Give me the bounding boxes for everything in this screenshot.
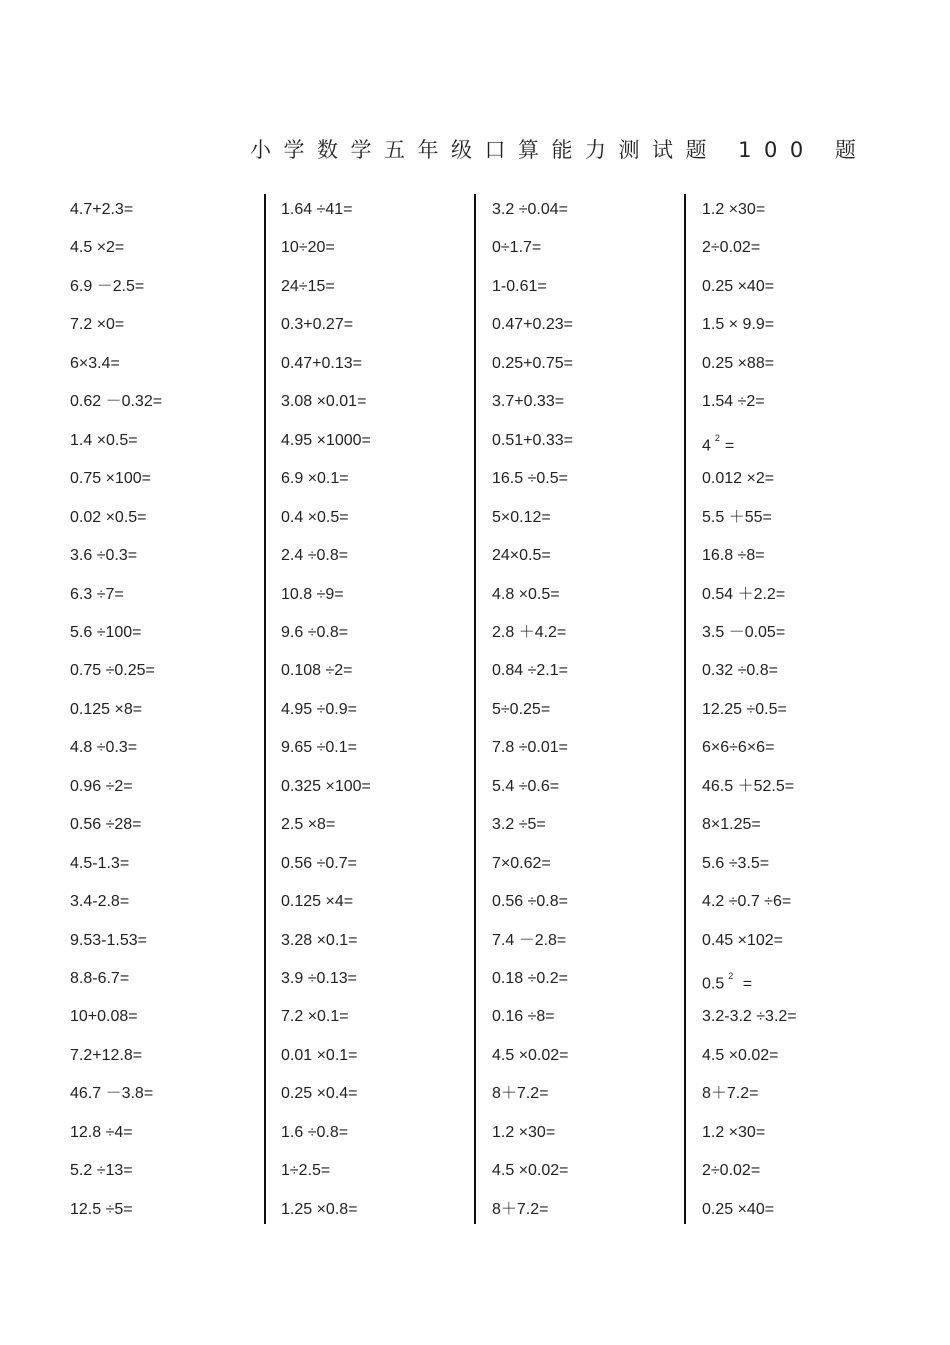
- problem-item: 46.5 ＋52.5=: [702, 777, 795, 795]
- problem-item: 1.5 × 9.9=: [702, 316, 775, 334]
- problem-item: 2.8 ＋4.2=: [492, 623, 567, 641]
- problem-item: 10÷20=: [281, 239, 335, 257]
- problem-item: 0.02 ×0.5=: [70, 508, 147, 526]
- problem-item: 8×1.25=: [702, 816, 761, 834]
- problem-item: 4.8 ×0.5=: [492, 585, 560, 603]
- problem-item: 6.3 ÷7=: [70, 585, 124, 603]
- problem-item: 1.4 ×0.5=: [70, 431, 138, 449]
- problem-item: [702, 967, 752, 991]
- column-divider: [474, 194, 476, 1224]
- problem-item: 16.8 ÷8=: [702, 547, 765, 565]
- problem-item: 0.01 ×0.1=: [281, 1046, 358, 1064]
- problem-item: 1.64 ÷41=: [281, 201, 353, 218]
- problem-item: 5.6 ÷3.5=: [702, 854, 770, 872]
- problem-item: 0÷1.7=: [492, 239, 542, 257]
- problem-item: 7.2+12.8=: [70, 1046, 143, 1064]
- problem-item: 7.8 ÷0.01=: [492, 739, 568, 757]
- problem-item: 4.7+2.3=: [70, 201, 134, 218]
- problem-item: 8.8-6.7=: [70, 970, 130, 987]
- problem-item: 5.4 ÷0.6=: [492, 777, 560, 795]
- problem-item: 0.75 ÷0.25=: [70, 662, 155, 680]
- problem-item: 0.25 ×40=: [702, 1200, 775, 1218]
- problem-item: 6.9 －2.5=: [70, 277, 145, 295]
- problem-item: 12.5 ÷5=: [70, 1200, 133, 1218]
- problem-rest: =: [724, 437, 735, 455]
- problem-item: 0.45 ×102=: [702, 931, 783, 949]
- problem-item: 5×0.12=: [492, 508, 551, 526]
- problem-item: 5.5 ＋55=: [702, 508, 772, 526]
- problem-item: 3.08 ×0.01=: [281, 393, 367, 411]
- problem-rest: =: [738, 975, 753, 993]
- problem-item: 7.2 ×0=: [70, 316, 125, 334]
- problem-item: 0.125 ×4=: [281, 893, 354, 911]
- problem-item: 2÷0.02=: [702, 239, 761, 257]
- problem-item: 4.8 ÷0.3=: [70, 739, 138, 757]
- problem-item: 5÷0.25=: [492, 700, 551, 718]
- problem-item: 6×3.4=: [70, 354, 120, 372]
- problem-item: 0.18 ÷0.2=: [492, 970, 568, 987]
- problem-item: 1.2 ×30=: [702, 201, 766, 218]
- problem-item: 0.54 ＋2.2=: [702, 585, 786, 603]
- page-title: 小学数学五年级口算能力测试题 100 题: [250, 138, 869, 162]
- problem-item: 0.25+0.75=: [492, 354, 573, 372]
- problem-item: 3.6 ÷0.3=: [70, 547, 138, 565]
- column-divider: [684, 194, 686, 1224]
- problem-item: 8＋7.2=: [702, 1085, 759, 1103]
- problem-item: 7×0.62=: [492, 854, 551, 872]
- problem-item: 24÷15=: [281, 277, 335, 295]
- problem-item: 0.56 ÷0.8=: [492, 893, 568, 911]
- problem-item: 7.4 －2.8=: [492, 931, 567, 949]
- problem-item: 0.51+0.33=: [492, 431, 573, 449]
- problem-item: 0.16 ÷8=: [492, 1008, 555, 1026]
- problem-item: 10+0.08=: [70, 1008, 138, 1026]
- problem-item: 0.3+0.27=: [281, 316, 354, 334]
- problem-item: 0.62 －0.32=: [70, 393, 163, 411]
- problem-item: [702, 429, 734, 453]
- problem-item: 7.2 ×0.1=: [281, 1008, 349, 1026]
- problem-item: 1.2 ×30=: [702, 1123, 766, 1141]
- problem-item: 12.25 ÷0.5=: [702, 700, 787, 718]
- problem-item: 0.75 ×100=: [70, 470, 151, 488]
- problem-item: 0.84 ÷2.1=: [492, 662, 568, 680]
- problem-exponent: 2: [728, 971, 734, 981]
- problem-item: 0.32 ÷0.8=: [702, 662, 778, 680]
- problem-item: 3.9 ÷0.13=: [281, 970, 357, 987]
- problem-item: 0.47+0.23=: [492, 316, 573, 334]
- problem-item: 0.4 ×0.5=: [281, 508, 349, 526]
- problem-item: 9.65 ÷0.1=: [281, 739, 357, 757]
- problem-item: 0.56 ÷0.7=: [281, 854, 357, 872]
- problem-item: 0.125 ×8=: [70, 700, 143, 718]
- problem-item: 0.47+0.13=: [281, 354, 362, 372]
- problem-item: 3.2 ÷0.04=: [492, 201, 568, 218]
- problem-base: 0.5: [702, 975, 725, 993]
- problem-item: 16.5 ÷0.5=: [492, 470, 568, 488]
- problem-item: 9.53-1.53=: [70, 931, 147, 949]
- problem-item: 1÷2.5=: [281, 1162, 331, 1180]
- problem-item: 46.7 －3.8=: [70, 1085, 154, 1103]
- problem-item: 2.4 ÷0.8=: [281, 547, 349, 565]
- problem-item: 0.25 ×0.4=: [281, 1085, 358, 1103]
- problem-item: 0.56 ÷28=: [70, 816, 142, 834]
- problem-item: 1.6 ÷0.8=: [281, 1123, 349, 1141]
- problem-item: 8＋7.2=: [492, 1200, 549, 1218]
- problem-item: 2÷0.02=: [702, 1162, 761, 1180]
- problem-item: 1.25 ×0.8=: [281, 1200, 358, 1218]
- problem-item: 6×6÷6×6=: [702, 739, 775, 757]
- problem-item: 3.2-3.2 ÷3.2=: [702, 1008, 797, 1026]
- problem-item: 8＋7.2=: [492, 1085, 549, 1103]
- problem-exponent: 2: [714, 432, 720, 443]
- problem-item: 1-0.61=: [492, 277, 547, 295]
- problem-item: 4.5 ×2=: [70, 239, 125, 257]
- problem-item: 3.2 ÷5=: [492, 816, 546, 834]
- problem-item: 0.108 ÷2=: [281, 662, 353, 680]
- problem-item: 4.95 ×1000=: [281, 431, 371, 449]
- problem-item: 5.2 ÷13=: [70, 1162, 133, 1180]
- problem-item: 0.325 ×100=: [281, 777, 371, 795]
- problem-item: 5.6 ÷100=: [70, 623, 142, 641]
- problem-item: 9.6 ÷0.8=: [281, 623, 349, 641]
- problem-item: 12.8 ÷4=: [70, 1123, 133, 1141]
- problem-item: 4.5 ×0.02=: [492, 1046, 569, 1064]
- problem-item: 4.5 ×0.02=: [492, 1162, 569, 1180]
- problem-item: 4.2 ÷0.7 ÷6=: [702, 893, 792, 911]
- problem-item: 24×0.5=: [492, 547, 551, 565]
- problem-item: 1.54 ÷2=: [702, 393, 765, 411]
- problem-item: 4.5-1.3=: [70, 854, 130, 872]
- problem-item: 0.012 ×2=: [702, 470, 775, 488]
- problem-item: 3.5 －0.05=: [702, 623, 786, 641]
- problem-item: 0.25 ×40=: [702, 277, 775, 295]
- problem-item: 0.96 ÷2=: [70, 777, 133, 795]
- problem-item: 10.8 ÷9=: [281, 585, 344, 603]
- problem-item: 1.2 ×30=: [492, 1123, 556, 1141]
- problem-item: 2.5 ×8=: [281, 816, 336, 834]
- problem-item: 3.28 ×0.1=: [281, 931, 358, 949]
- problem-item: 4.95 ÷0.9=: [281, 700, 357, 718]
- problem-item: 4.5 ×0.02=: [702, 1046, 779, 1064]
- problem-item: 3.7+0.33=: [492, 393, 565, 411]
- problem-item: 6.9 ×0.1=: [281, 470, 349, 488]
- problem-base: 4: [702, 437, 711, 455]
- column-divider: [264, 194, 266, 1224]
- problem-item: 0.25 ×88=: [702, 354, 775, 372]
- problem-item: 3.4-2.8=: [70, 893, 130, 911]
